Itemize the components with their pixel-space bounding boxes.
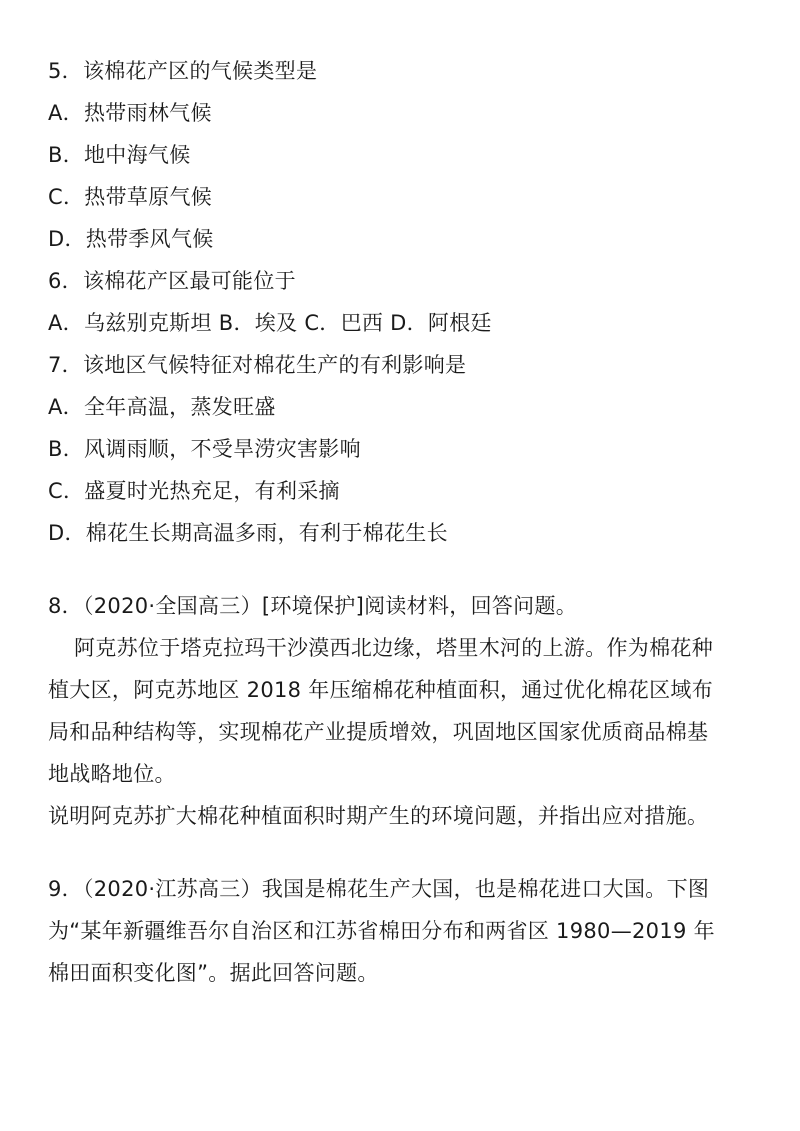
question-8-question: 说明阿克苏扩大棉花种植面积时期产生的环境问题，并指出应对措施。 [48,804,709,828]
question-5-stem: 5．该棉花产区的气候类型是 [48,59,318,83]
question-9-line-2: 为“某年新疆维吾尔自治区和江苏省棉田分布和两省区 1980—2019 年 [48,919,715,943]
document-page [48,50,760,994]
material-line-4: 地战略地位。 [48,762,176,786]
question-5-option-b: B．地中海气候 [48,143,191,167]
question-9-line-1: 9．（2020·江苏高三）我国是棉花生产大国，也是棉花进口大国。下图 [48,877,710,901]
material-line-2: 植大区，阿克苏地区 2018 年压缩棉花种植面积，通过优化棉花区域布 [48,678,713,702]
question-9-text [48,868,760,994]
spacer [48,554,760,585]
question-5-option-d: D．热带季风气候 [48,227,214,251]
question-7-option-d: D．棉花生长期高温多雨，有利于棉花生长 [48,521,448,545]
question-5-option-a: A．热带雨林气候 [48,101,212,125]
material-line-1: 阿克苏位于塔克拉玛干沙漠西北边缘，塔里木河的上游。作为棉花种 [74,636,713,660]
question-5-option-c: C．热带草原气候 [48,185,213,209]
question-7-stem: 7．该地区气候特征对棉花生产的有利影响是 [48,353,467,377]
question-7-option-b: B．风调雨顺，不受旱涝灾害影响 [48,437,361,461]
question-7-option-a: A．全年高温，蒸发旺盛 [48,395,276,419]
spacer [48,837,760,868]
question-6-options: A．乌兹别克斯坦 B．埃及 C．巴西 D．阿根廷 [48,311,492,335]
question-8-header: 8．（2020·全国高三）[环境保护]阅读材料，回答问题。 [48,594,578,618]
question-7-option-c: C．盛夏时光热充足，有利采摘 [48,479,340,503]
question-9-line-3: 棉田面积变化图”。据此回答问题。 [48,961,379,985]
question-6-stem: 6．该棉花产区最可能位于 [48,269,296,293]
question-8-material [48,627,760,795]
material-line-3: 局和品种结构等，实现棉花产业提质增效，巩固地区国家优质商品棉基 [48,720,709,744]
